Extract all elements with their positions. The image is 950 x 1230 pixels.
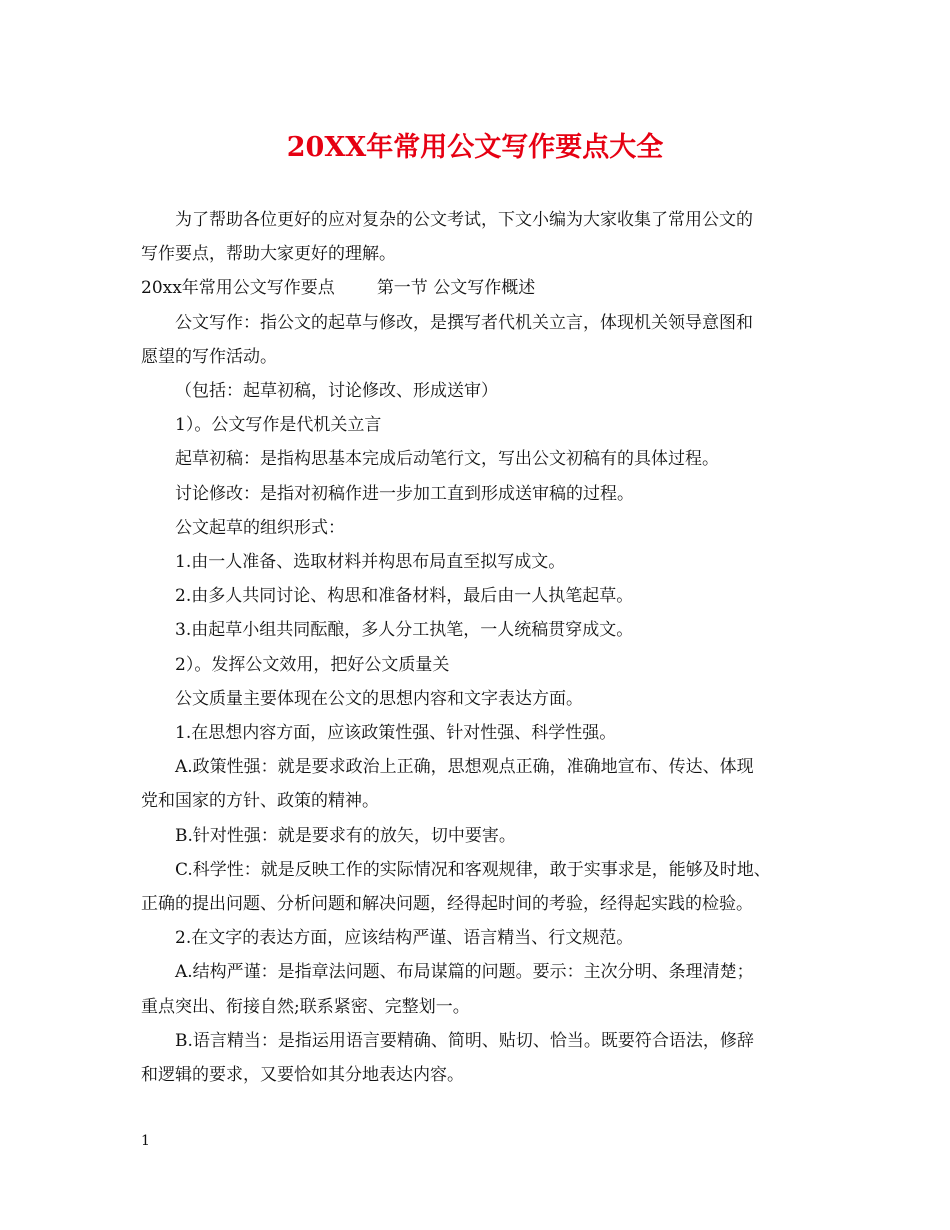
paragraph-line: 2.由多人共同讨论、构思和准备材料，最后由一人执笔起草。 — [175, 586, 634, 607]
paragraph-line: 2）。发挥公文效用，把好公文质量关 — [175, 654, 450, 675]
paragraph-line: 1.由一人准备、选取材料并构思布局直至拟写成文。 — [175, 552, 566, 573]
paragraph-line: 党和国家的方针、政策的精神。 — [141, 791, 379, 812]
paragraph-line: 讨论修改：是指对初稿作进一步加工直到形成送审稿的过程。 — [175, 483, 634, 504]
paragraph-line: 重点突出、衔接自然;联系紧密、完整划一。 — [141, 996, 470, 1017]
paragraph-line: B.针对性强：就是要求有的放矢，切中要害。 — [175, 825, 516, 846]
paragraph-line: 3.由起草小组共同酝酿，多人分工执笔，一人统稿贯穿成文。 — [175, 620, 634, 641]
paragraph-line: C.科学性：就是反映工作的实际情况和客观规律，敢于实事求是，能够及时地、 — [175, 859, 771, 880]
document-title: 20XX年常用公文写作要点大全 — [286, 132, 664, 163]
paragraph-line: 正确的提出问题、分析问题和解决问题，经得起时间的考验，经得起实践的检验。 — [141, 894, 753, 915]
section-heading-right: 第一节 公文写作概述 — [376, 278, 536, 299]
paragraph-line: 和逻辑的要求，又要恰如其分地表达内容。 — [141, 1065, 464, 1086]
paragraph-line: 公文起草的组织形式： — [175, 517, 345, 538]
section-heading — [141, 271, 813, 305]
paragraph-line: 公文质量主要体现在公文的思想内容和文字表达方面。 — [175, 688, 583, 709]
paragraph-line: 起草初稿：是指构思基本完成后动笔行文，写出公文初稿有的具体过程。 — [175, 449, 719, 470]
document-body — [141, 203, 813, 1092]
paragraph-line: 为了帮助各位更好的应对复杂的公文考试，下文小编为大家收集了常用公文的 — [175, 210, 753, 230]
paragraph-line: 公文写作：指公文的起草与修改，是撰写者代机关立言，体现机关领导意图和 — [175, 312, 753, 333]
paragraph-line: 2.在文字的表达方面，应该结构严谨、语言精当、行文规范。 — [175, 928, 634, 949]
section-heading-left: 20xx年常用公文写作要点 — [141, 278, 335, 299]
paragraph-line: 1.在思想内容方面，应该政策性强、针对性强、科学性强。 — [175, 723, 617, 744]
paragraph-line: （包括：起草初稿，讨论修改、形成送审） — [175, 381, 498, 402]
paragraph-line: A.结构严谨：是指章法问题、布局谋篇的问题。要示：主次分明、条理清楚； — [175, 962, 754, 983]
paragraph-line: 1）。公文写作是代机关立言 — [175, 415, 382, 436]
paragraph-line: A.政策性强：就是要求政治上正确，思想观点正确，准确地宣布、传达、体现 — [175, 757, 754, 778]
paragraph-line: B.语言精当：是指运用语言要精确、简明、贴切、恰当。既要符合语法，修辞 — [175, 1030, 754, 1051]
paragraph-line: 写作要点，帮助大家更好的理解。 — [141, 244, 396, 265]
paragraph-line: 愿望的写作活动。 — [141, 346, 277, 367]
page-number: 1 — [141, 1133, 150, 1149]
